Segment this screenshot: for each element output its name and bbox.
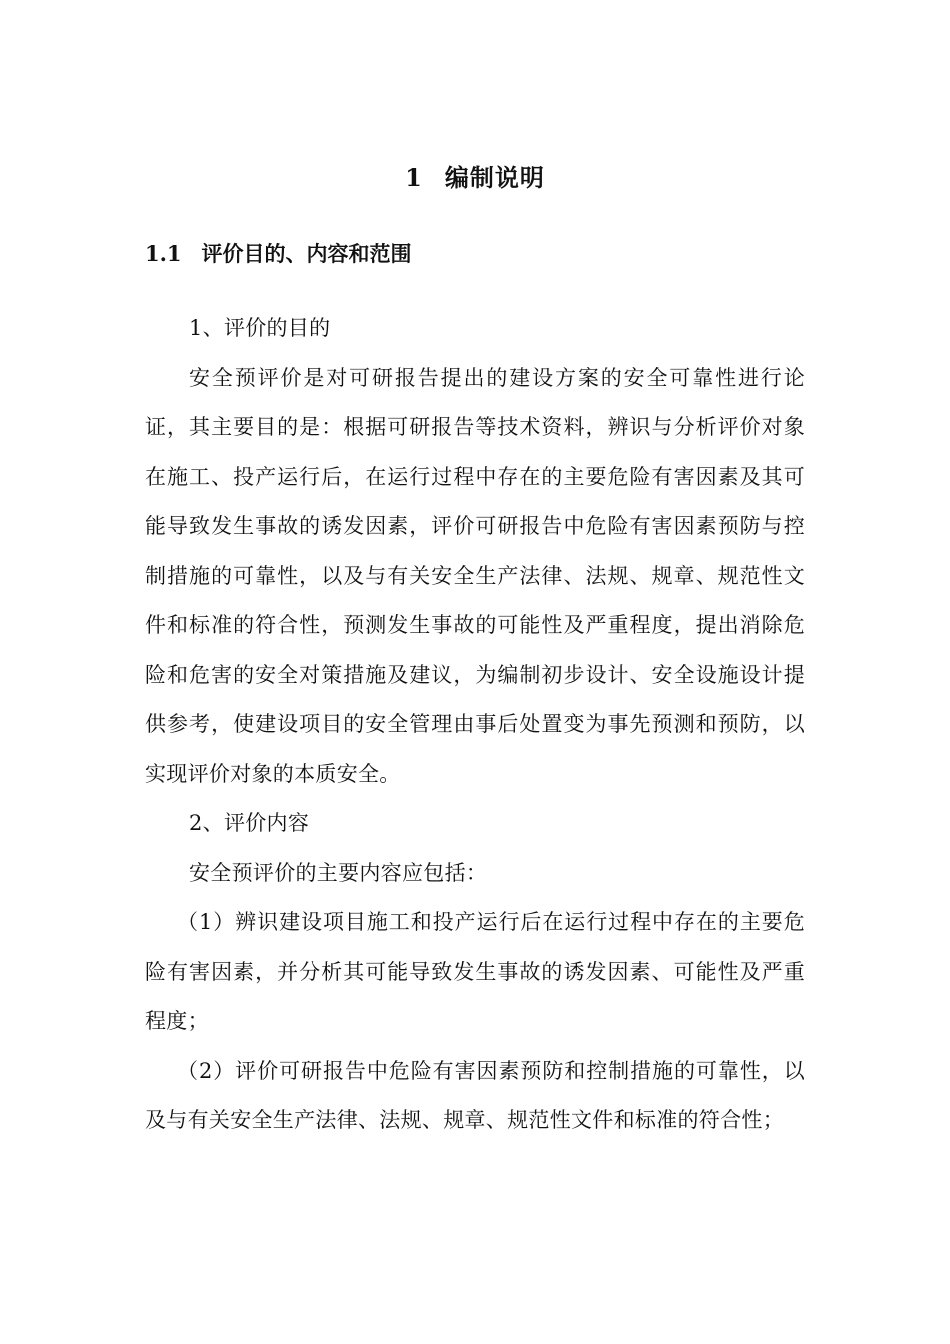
- chapter-title-text: 编制说明: [444, 163, 545, 192]
- paragraph-content-intro: 安全预评价的主要内容应包括：: [189, 860, 488, 885]
- list-item-2: （2）评价可研报告中危险有害因素预防和控制措施的可靠性，以及与有关安全生产法律、法规、规章、规范性文件和标准的符合性；: [145, 1058, 805, 1132]
- chapter-number: 1: [405, 163, 423, 192]
- subheading-evaluation-purpose: 1、评价的目的: [189, 316, 331, 340]
- section-number: 1.1: [145, 241, 182, 266]
- paragraph-evaluation-purpose: 安全预评价是对可研报告提出的建设方案的安全可靠性进行论证，其主要目的是：根据可研报告等技术资料，辨识与分析评价对象在施工、投产运行后，在运行过程中存在的主要危险有害因素及其可能导致发生事故的诱发因素，评价可研报告中危险有害因素预防与控制措施的可靠性，以及与有关安全生产法律、法规、规章、规范性文件和标准的符合性，预测发生事故的可能性及严重程度，提出消除危险和危害的安全对策措施及建议，为编制初步设计、安全设施设计提供参考，使建设项目的安全管理由事后处置变为事先预测和预防，以实现评价对象的本质安全。: [145, 365, 805, 786]
- body-text: [145, 304, 805, 1146]
- chapter-title: [0, 160, 950, 196]
- section-title-text: 评价目的、内容和范围: [201, 241, 412, 266]
- section-title: [145, 238, 412, 270]
- list-item-1: （1）辨识建设项目施工和投产运行后在运行过程中存在的主要危险有害因素，并分析其可能导致发生事故的诱发因素、可能性及严重程度；: [145, 910, 805, 1033]
- subheading-evaluation-content: 2、评价内容: [189, 811, 310, 835]
